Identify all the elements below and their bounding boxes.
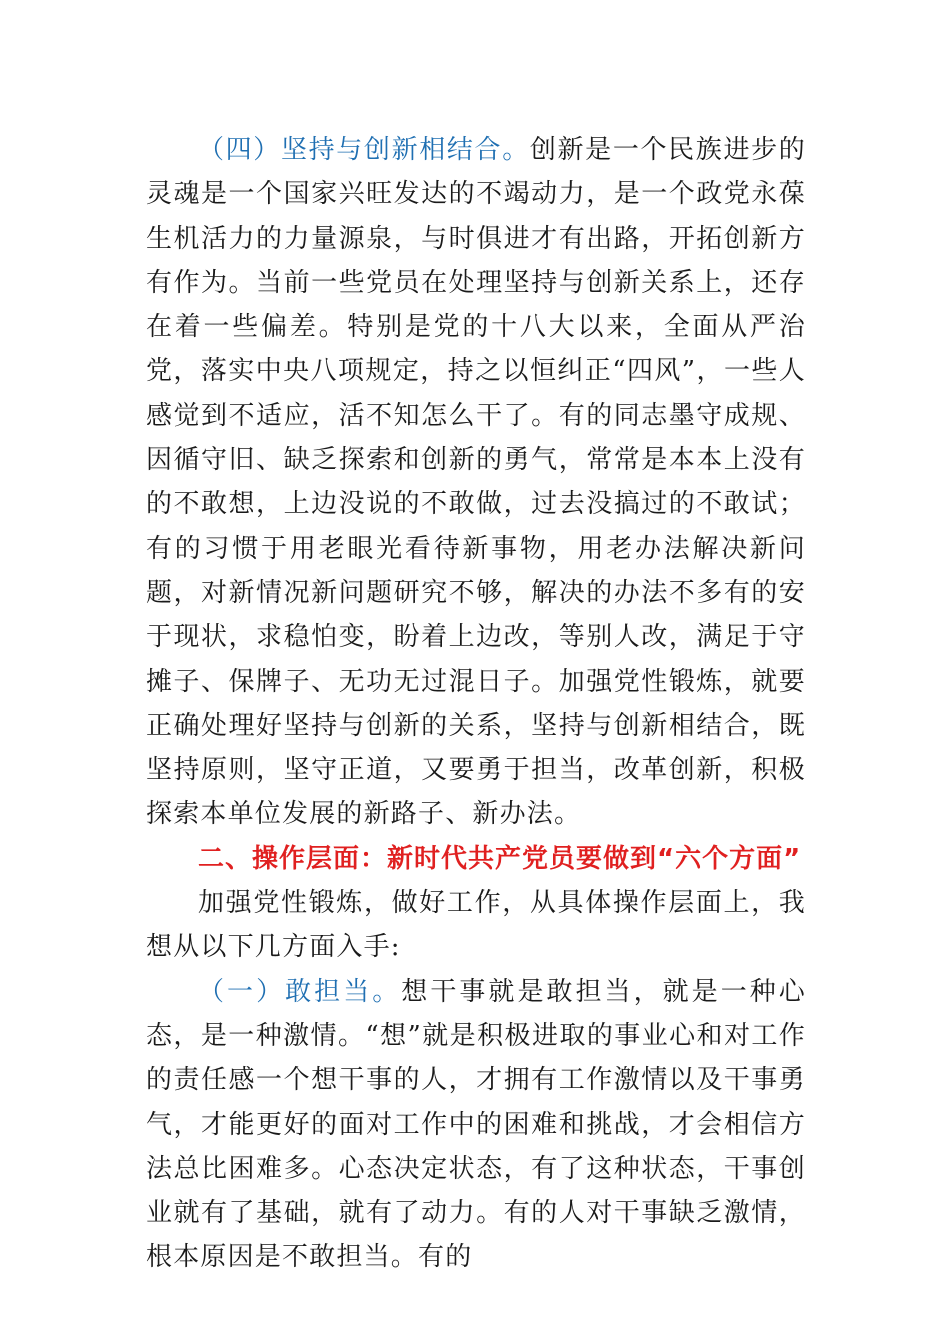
paragraph-dare-to-act-text: 想干事就是敢担当，就是一种心态，是一种激情。“想”就是积极进取的事业心和对工作的责任感一个想干事的人，才拥有工作激情以及干事勇气，才能更好的面对工作中的困难和挑战，才会相信方法总比困难多。心态决定状态，有了这种状态，干事创业就有了基础，就有了动力。有的人对干事缺乏激情，根本原因是不敢担当。有的 — [146, 976, 806, 1273]
section-heading-two: 二、操作层面：新时代共产党员要做到“六个方面” — [198, 843, 802, 874]
paragraph-innovation-text: 创新是一个民族进步的灵魂是一个国家兴旺发达的不竭动力，是一个政党永葆生机活力的力量源泉，与时俱进才有出路，开拓创新方有作为。当前一些党员在处理坚持与创新关系上，还存在着一些偏差。特别是党的十八大以来，全面从严治党，落实中央八项规定，持之以恒纠正“四风”，一些人感觉到不适应，活不知怎么干了。有的同志墨守成规、因循守旧、缺乏探索和创新的勇气，常常是本本上没有的不敢想，上边没说的不敢做，过去没搞过的不敢试；有的习惯于用老眼光看待新事物，用老办法解决新问题，对新情况新问题研究不够，解决的办法不多有的安于现状，求稳怕变，盼着上边改，等别人改，满足于守摊子、保牌子、无功无过混日子。加强党性锻炼，就要正确处理好坚持与创新的关系，坚持与创新相结合，既坚持原则，坚守正道，又要勇于担当，改革创新，积极探索本单位发展的新路子、新办法。 — [146, 135, 806, 830]
paragraph-innovation — [146, 128, 806, 837]
paragraph-section2-intro: 加强党性锻炼，做好工作，从具体操作层面上，我想从以下几方面入手: — [146, 888, 806, 963]
subheading-four: （四）坚持与创新相结合。 — [198, 135, 530, 165]
subheading-one: （一）敢担当。 — [198, 976, 402, 1007]
paragraph-dare-to-act — [146, 970, 806, 1280]
document-body — [146, 128, 806, 1280]
